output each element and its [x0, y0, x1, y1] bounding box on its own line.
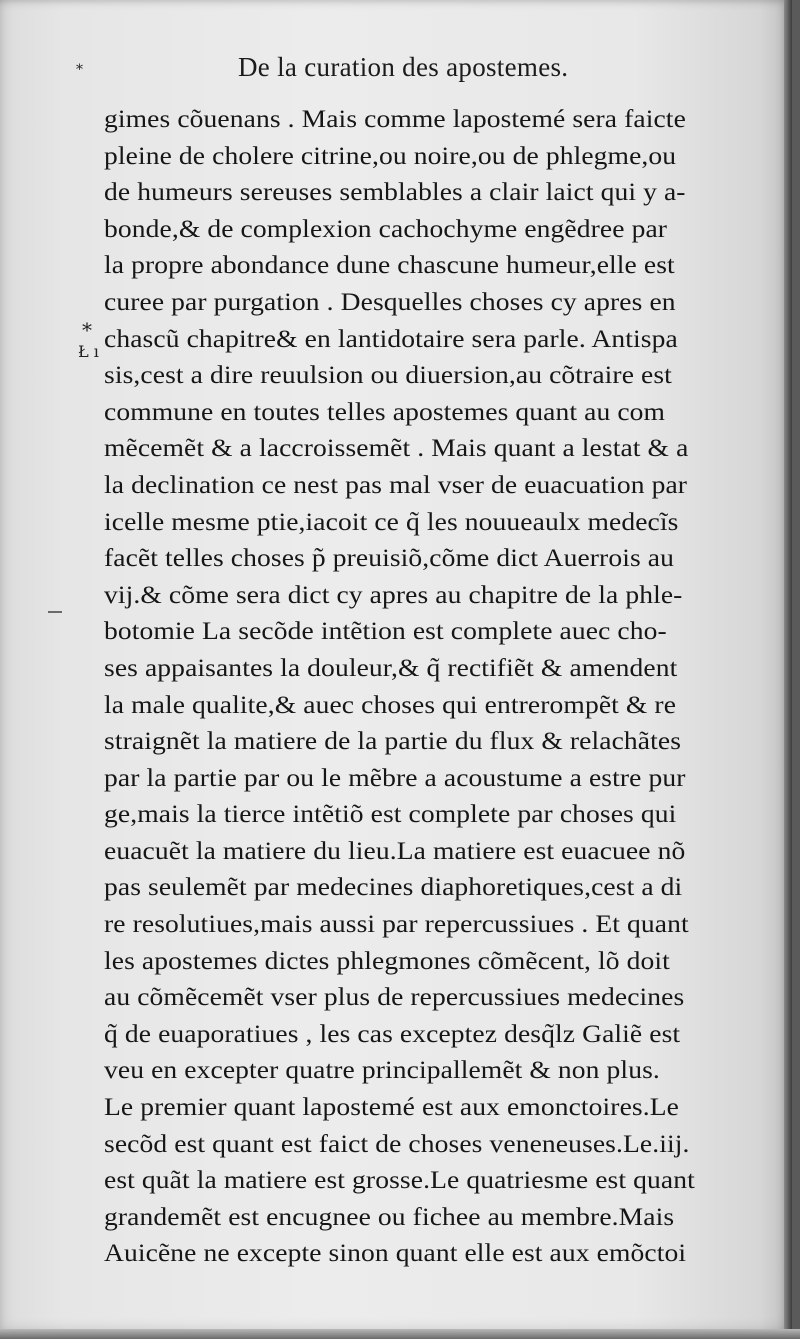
text-line: straignẽt la matiere de la partie du flux & relachãtes [104, 726, 682, 756]
text-line: veu en excepter quatre principallemẽt & non plus. [104, 1055, 660, 1085]
text-line: vij.& cõme sera dict cy apres au chapitre de la phle- [104, 579, 683, 609]
text-line: commune en toutes telles apostemes quant au com [104, 396, 666, 426]
page-edge-bottom [0, 1329, 800, 1339]
margin-mark-top: * [76, 62, 83, 78]
text-line: ses appaisantes la douleur,& q̃ rectifiẽt & amendent [104, 652, 678, 682]
page-edge-right [784, 0, 792, 1339]
text-line: gimes cõuenans . Mais comme lapostemé sera faicte [104, 104, 686, 133]
text-line: secõd est quant est faict de choses veneneuses.Le.iij. [104, 1128, 690, 1158]
text-line: re resolutiues,mais aussi par repercussiues . Et quant [104, 909, 689, 939]
text-line: pas seulemẽt par medecines diaphoretiques,cest a di [104, 872, 683, 902]
text-line: sis,cest a dire reuulsion ou diuersion,au cõtraire est [104, 360, 672, 390]
text-line: grandemẽt est encugnee ou fichee au membre.Mais [104, 1201, 675, 1231]
text-line: q̃ de euaporatiues , les cas exceptez desq̃lz Galiẽ est [104, 1018, 681, 1048]
text-line: de humeurs sereuses semblables a clair laict qui y a- [104, 177, 686, 207]
text-line: au cõmẽcemẽt vser plus de repercussiues medecines [104, 982, 685, 1012]
text-line: par la partie par ou le mẽbre a acoustume a estre pur [104, 762, 686, 792]
text-line: Auicẽne ne excepte sinon quant elle est aux emõctoi [104, 1238, 687, 1268]
text-line: est quãt la matiere est grosse.Le quatriesme est quant [104, 1165, 695, 1195]
text-line: les apostemes dictes phlegmones cõmẽcent, lõ doit [104, 945, 670, 975]
text-line: mẽcemẽt & a laccroissemẽt . Mais quant a lestat & a [104, 433, 689, 463]
text-line: curee par purgation . Desquelles choses cy apres en [104, 286, 676, 316]
text-line: la declination ce nest pas mal vser de euacuation par [104, 469, 688, 499]
body-text [104, 101, 764, 1272]
running-head: De la curation des apostemes. [238, 52, 569, 82]
text-line: facẽt telles choses p̃ preuisiõ,cõme dict Auerrois au [104, 543, 675, 573]
margin-mark-asterisk: * [82, 318, 92, 342]
text-line: euacuẽt la matiere du lieu.La matiere est euacuee nõ [104, 835, 686, 865]
text-line: la male qualite,& auec choses qui entrerompẽt & re [104, 689, 677, 719]
text-line: Le premier quant lapostemé est aux emonctoires.Le [104, 1092, 679, 1122]
text-line: bonde,& de complexion cachochyme engẽdree par [104, 213, 668, 243]
text-line: ge,mais la tierce intẽtiõ est complete par choses qui [104, 799, 677, 829]
text-line: pleine de cholere citrine,ou noire,ou de phlegme,ou [104, 140, 677, 170]
margin-mark-marginalia: Ł ı [78, 342, 99, 361]
text-line: la propre abondance dune chascune humeur,elle est [104, 250, 675, 280]
text-line: botomie La secõde intẽtion est complete auec cho- [104, 616, 667, 646]
text-line: icelle mesme ptie,iacoit ce q̃ les nouueaulx medecĩs [104, 506, 679, 536]
margin-dash [48, 611, 62, 613]
text-line: chascũ chapitre& en lantidotaire sera parle. Antispa [104, 323, 678, 353]
